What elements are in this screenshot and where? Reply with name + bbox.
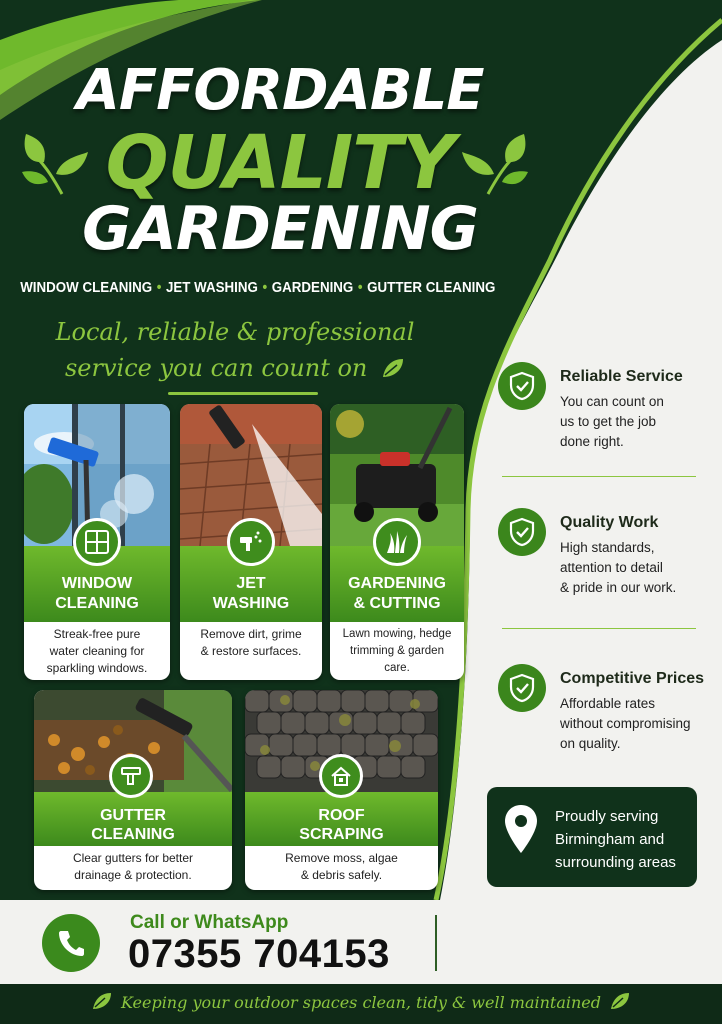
shield-check-icon (498, 664, 546, 712)
feature-description: Affordable rates without compromising on quality. (560, 696, 691, 751)
headline-gardening: GARDENING (82, 194, 478, 264)
feature-description: High standards, attention to detail & pride in our work. (560, 540, 677, 595)
card-description: Clear gutters for better drainage & protection. (72, 851, 194, 882)
service-card-gutter-cleaning (34, 690, 232, 890)
gutter-icon (109, 754, 153, 798)
card-title-line-1: GARDENING (348, 575, 446, 592)
shield-check-icon (498, 362, 546, 410)
card-title-line-2: CLEANING (55, 595, 139, 612)
footer-tagline: Keeping your outdoor spaces clean, tidy & well maintained (0, 991, 722, 1012)
call-whatsapp-label: Call or WhatsApp (130, 912, 289, 933)
tagline-line-2: service you can count on (0, 354, 470, 382)
card-title-line-1: WINDOW (61, 575, 133, 592)
contact-divider (435, 915, 437, 971)
separator-dot: • (262, 280, 268, 296)
feature-title: Reliable Service (560, 368, 683, 385)
tagline-underline (168, 392, 318, 395)
service-card-jet-washing (180, 404, 322, 680)
phone-number[interactable]: 07355 704153 (128, 932, 390, 976)
card-title-band (34, 792, 232, 846)
separator-dot: • (357, 280, 363, 296)
card-title-line-1: ROOF (318, 807, 365, 824)
tagline-line-1: Local, reliable & professional (55, 318, 415, 346)
phone-icon[interactable] (42, 914, 100, 972)
card-description: Remove dirt, grime & restore surfaces. (200, 627, 302, 658)
service-jet-washing: JET WASHING (165, 280, 258, 296)
card-description: Lawn mowing, hedge trimming & garden care. (342, 628, 452, 674)
card-title-line-1: JET (236, 575, 266, 592)
feature-divider (502, 476, 696, 477)
service-gutter-cleaning: GUTTER CLEANING (367, 280, 496, 296)
card-title-line-2: WASHING (212, 595, 290, 612)
headline-quality: QUALITY (105, 120, 455, 206)
map-pin-icon (503, 803, 539, 855)
service-card-roof-scraping (245, 690, 438, 890)
service-area-box (487, 787, 697, 887)
separator-dot: • (156, 280, 162, 296)
feature-divider (502, 628, 696, 629)
card-description: Remove moss, algae & debris safely. (285, 851, 398, 882)
service-gardening: GARDENING (271, 280, 354, 296)
card-title-band (245, 792, 438, 846)
feature-title: Quality Work (560, 514, 659, 531)
leaf-left-icon (22, 128, 92, 198)
service-card-gardening (330, 404, 464, 680)
card-title-line-2: & CUTTING (353, 595, 441, 612)
window-icon (73, 518, 121, 566)
card-title-line-2: CLEANING (91, 826, 175, 843)
leaf-icon (609, 991, 631, 1011)
house-icon (319, 754, 363, 798)
card-title-line-1: GUTTER (100, 807, 166, 824)
headline-affordable: AFFORDABLE (76, 58, 484, 123)
feature-title: Competitive Prices (560, 670, 705, 687)
service-card-window-cleaning (24, 404, 170, 680)
service-area-text: Proudly serving Birmingham and surrounding areas (555, 808, 676, 871)
shield-check-icon (498, 508, 546, 556)
services-list (20, 280, 496, 296)
leaf-icon (381, 357, 405, 379)
feature-description: You can count on us to get the job done right. (560, 394, 664, 449)
service-window-cleaning: WINDOW CLEANING (20, 280, 153, 296)
leaf-right-icon (458, 128, 528, 198)
spray-nozzle-icon (227, 518, 275, 566)
grass-icon (373, 518, 421, 566)
card-description: Streak-free pure water cleaning for sparkling windows. (46, 627, 148, 675)
card-title-line-2: SCRAPING (299, 826, 384, 843)
leaf-icon (91, 991, 113, 1011)
